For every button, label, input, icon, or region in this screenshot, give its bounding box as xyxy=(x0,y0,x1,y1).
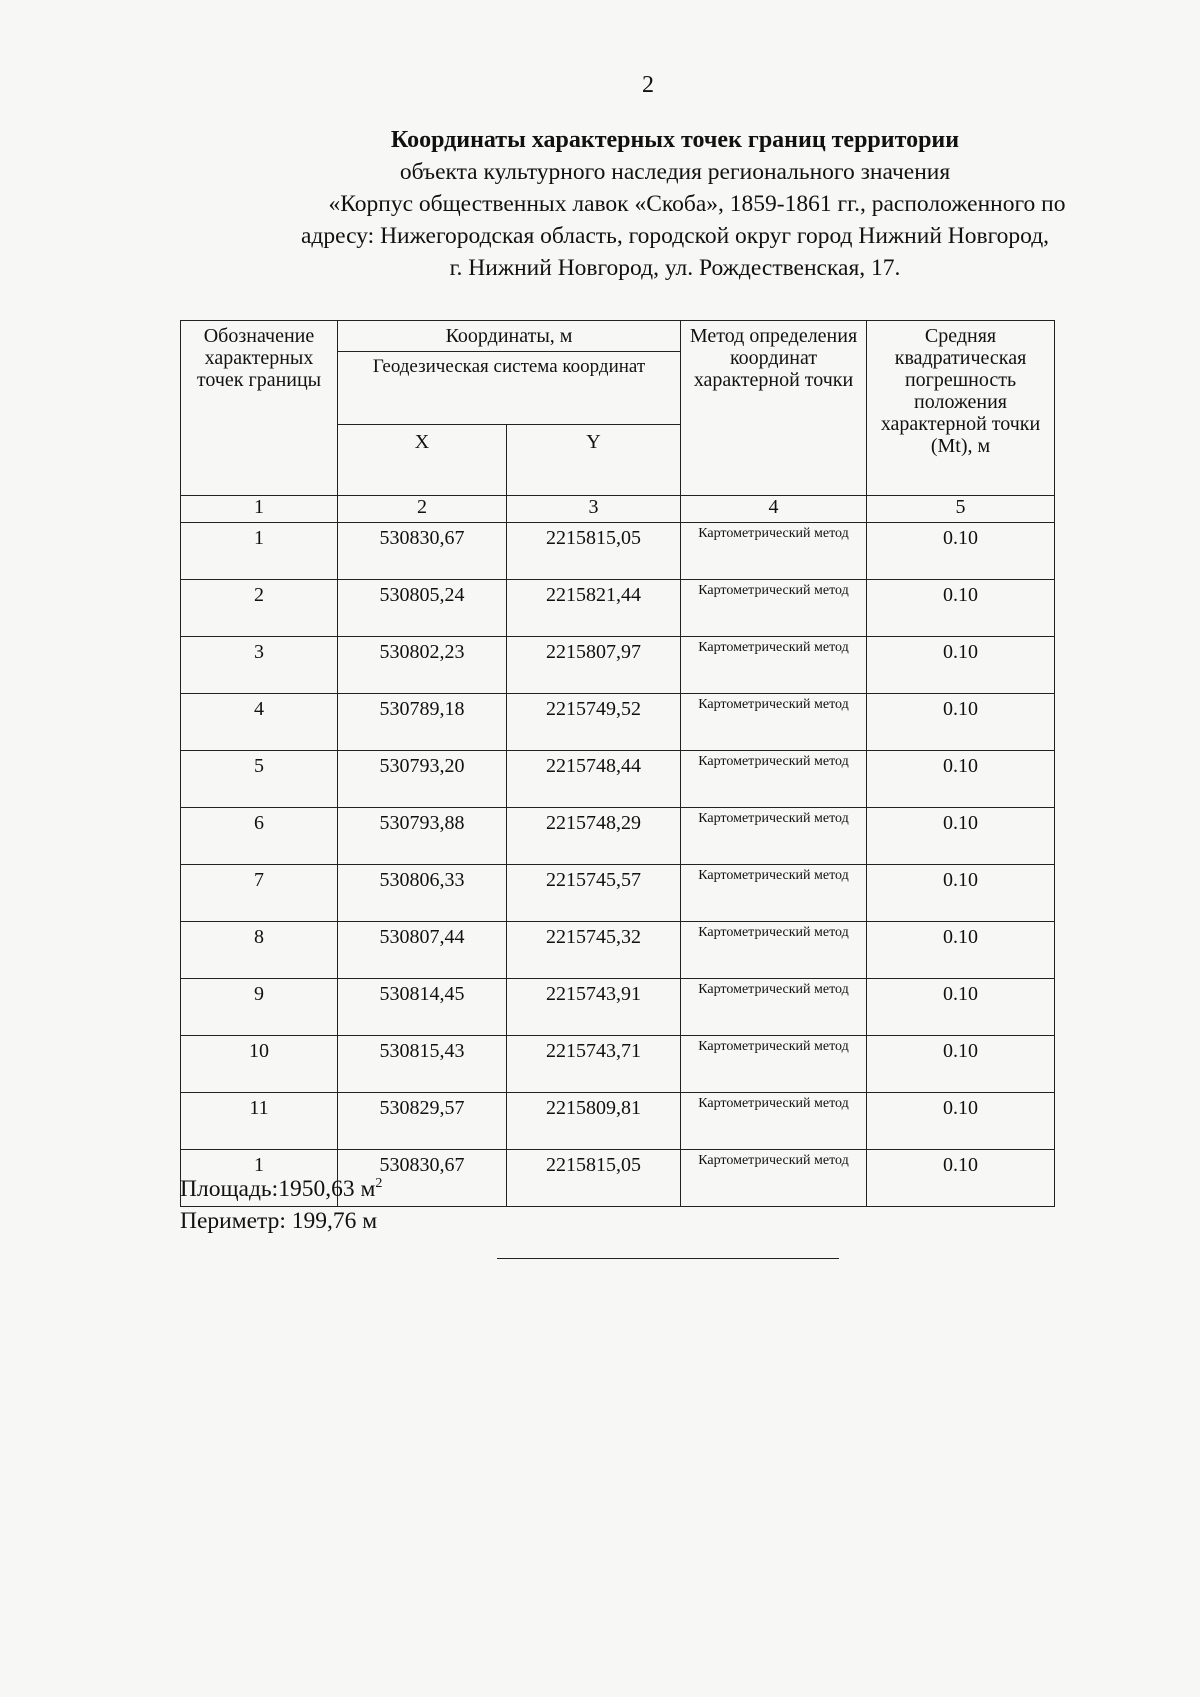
y-cell: 2215815,05 xyxy=(507,1150,681,1207)
method-cell: Картометрический метод xyxy=(681,922,867,979)
method-cell: Картометрический метод xyxy=(681,523,867,580)
y-cell: 2215745,57 xyxy=(507,865,681,922)
point-cell: 11 xyxy=(181,1093,338,1150)
table-row xyxy=(181,979,1055,1036)
error-cell: 0.10 xyxy=(867,1036,1055,1093)
x-cell: 530815,43 xyxy=(338,1036,507,1093)
point-cell: 1 xyxy=(181,523,338,580)
x-cell: 530802,23 xyxy=(338,637,507,694)
table-body xyxy=(181,523,1055,1207)
method-cell: Картометрический метод xyxy=(681,865,867,922)
column-number: 1 xyxy=(181,496,338,523)
error-cell: 0.10 xyxy=(867,694,1055,751)
title-heading: Координаты характерных точек границ территории xyxy=(390,127,960,153)
method-cell: Картометрический метод xyxy=(681,808,867,865)
x-cell: 530814,45 xyxy=(338,979,507,1036)
x-cell: 530789,18 xyxy=(338,694,507,751)
table-row xyxy=(181,922,1055,979)
error-cell: 0.10 xyxy=(867,865,1055,922)
point-cell: 2 xyxy=(181,580,338,637)
x-cell: 530806,33 xyxy=(338,865,507,922)
title-line-1: объекта культурного наследия регионального значения xyxy=(399,159,951,185)
table-row xyxy=(181,694,1055,751)
y-cell: 2215743,71 xyxy=(507,1036,681,1093)
method-cell: Картометрический метод xyxy=(681,694,867,751)
point-cell: 8 xyxy=(181,922,338,979)
x-cell: 530805,24 xyxy=(338,580,507,637)
header-coordinates: Координаты, м xyxy=(338,321,681,352)
method-cell: Картометрический метод xyxy=(681,1036,867,1093)
column-number: 3 xyxy=(507,496,681,523)
header-designation: Обозначение характерных точек границы xyxy=(181,321,338,496)
point-cell: 10 xyxy=(181,1036,338,1093)
table-row xyxy=(181,637,1055,694)
title-line-4: г. Нижний Новгород, ул. Рождественская, 17. xyxy=(449,255,901,281)
document-title xyxy=(190,124,1160,284)
table-row xyxy=(181,1093,1055,1150)
error-cell: 0.10 xyxy=(867,751,1055,808)
table-row xyxy=(181,751,1055,808)
error-cell: 0.10 xyxy=(867,979,1055,1036)
perimeter-line: Периметр: 199,76 м xyxy=(180,1207,378,1234)
table-row xyxy=(181,523,1055,580)
error-cell: 0.10 xyxy=(867,523,1055,580)
area-label: Площадь: xyxy=(180,1175,279,1202)
point-cell: 1 xyxy=(181,1150,338,1207)
x-cell: 530807,44 xyxy=(338,922,507,979)
y-cell: 2215743,91 xyxy=(507,979,681,1036)
closing-rule xyxy=(497,1258,839,1259)
y-cell: 2215809,81 xyxy=(507,1093,681,1150)
method-cell: Картометрический метод xyxy=(681,751,867,808)
table-row xyxy=(181,580,1055,637)
method-cell: Картометрический метод xyxy=(681,637,867,694)
point-cell: 6 xyxy=(181,808,338,865)
method-cell: Картометрический метод xyxy=(681,580,867,637)
error-cell: 0.10 xyxy=(867,922,1055,979)
column-numbers-row xyxy=(181,496,1055,523)
method-cell: Картометрический метод xyxy=(681,979,867,1036)
y-cell: 2215748,29 xyxy=(507,808,681,865)
point-cell: 5 xyxy=(181,751,338,808)
y-cell: 2215821,44 xyxy=(507,580,681,637)
summary xyxy=(180,1168,382,1237)
title-line-3: адресу: Нижегородская область, городской округ город Нижний Новгород, xyxy=(300,223,1050,249)
area-line xyxy=(180,1168,382,1205)
x-cell: 530793,20 xyxy=(338,751,507,808)
table-row xyxy=(181,1036,1055,1093)
point-cell: 9 xyxy=(181,979,338,1036)
x-cell: 530830,67 xyxy=(338,1150,507,1207)
column-number: 5 xyxy=(867,496,1055,523)
point-cell: 3 xyxy=(181,637,338,694)
error-cell: 0.10 xyxy=(867,637,1055,694)
table-row xyxy=(181,808,1055,865)
point-cell: 4 xyxy=(181,694,338,751)
x-cell: 530793,88 xyxy=(338,808,507,865)
column-number: 4 xyxy=(681,496,867,523)
y-cell: 2215745,32 xyxy=(507,922,681,979)
error-cell: 0.10 xyxy=(867,1093,1055,1150)
header-x: X xyxy=(338,425,507,496)
y-cell: 2215748,44 xyxy=(507,751,681,808)
table-row xyxy=(181,865,1055,922)
header-y: Y xyxy=(507,425,681,496)
y-cell: 2215749,52 xyxy=(507,694,681,751)
error-cell: 0.10 xyxy=(867,808,1055,865)
method-cell: Картометрический метод xyxy=(681,1150,867,1207)
y-cell: 2215807,97 xyxy=(507,637,681,694)
column-number: 2 xyxy=(338,496,507,523)
point-cell: 7 xyxy=(181,865,338,922)
error-cell: 0.10 xyxy=(867,580,1055,637)
area-value: 1950,63 м xyxy=(278,1175,376,1202)
x-cell: 530830,67 xyxy=(338,523,507,580)
error-cell: 0.10 xyxy=(867,1150,1055,1207)
method-cell: Картометрический метод xyxy=(681,1093,867,1150)
header-coordinate-system: Геодезическая система координат xyxy=(338,352,681,425)
page-number: 2 xyxy=(642,72,654,98)
title-line-2: «Корпус общественных лавок «Скоба», 1859-1861 гг., расположенного по xyxy=(328,191,1066,217)
coordinates-table xyxy=(180,320,1055,1207)
header-method: Метод определения координат характерной точки xyxy=(681,321,867,496)
x-cell: 530829,57 xyxy=(338,1093,507,1150)
header-error: Средняя квадратическая погрешность положения характерной точки (Mt), м xyxy=(867,321,1055,496)
y-cell: 2215815,05 xyxy=(507,523,681,580)
area-unit-superscript: 2 xyxy=(375,1176,383,1191)
